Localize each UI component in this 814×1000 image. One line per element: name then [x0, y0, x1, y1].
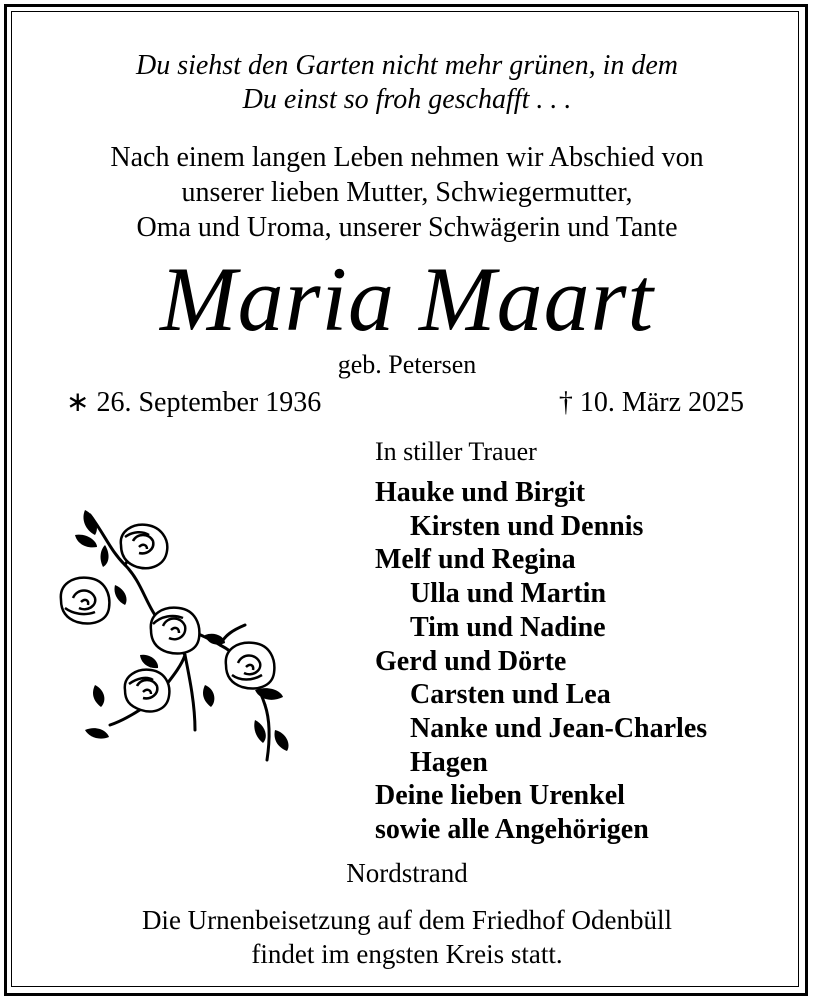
- mourner-name: Carsten und Lea: [410, 679, 611, 711]
- motto-line-2: Du einst so froh geschafft . . .: [242, 84, 572, 115]
- mourner-name: Tim und Nadine: [410, 611, 606, 643]
- mourner-name: sowie alle Angehörigen: [375, 814, 649, 846]
- motto-verse: [0, 49, 814, 117]
- deceased-name: Maria Maart: [160, 248, 654, 350]
- burial-notice: [0, 903, 814, 971]
- birth-date: ∗ 26. September 1936: [66, 387, 322, 418]
- intro-line-2: unserer lieben Mutter, Schwiegermutter,: [181, 177, 633, 208]
- death-date: † 10. März 2025: [558, 387, 744, 418]
- burial-notice-line-2: findet im engsten Kreis statt.: [251, 939, 563, 969]
- intro-line-3: Oma und Uroma, unserer Schwägerin und Tante: [136, 212, 678, 243]
- mourner-name: Kirsten und Dennis: [410, 510, 644, 542]
- intro-text: [0, 140, 814, 245]
- motto-line-1: Du siehst den Garten nicht mehr grünen, in dem: [135, 50, 679, 81]
- mourner-name: Ulla und Martin: [410, 578, 607, 610]
- mourners-list: [375, 476, 707, 847]
- mourner-name: Nanke und Jean-Charles: [410, 712, 708, 744]
- mourner-name: Gerd und Dörte: [375, 645, 567, 677]
- burial-notice-line-1: Die Urnenbeisetzung auf dem Friedhof Odenbüll: [141, 905, 673, 935]
- intro-line-1: Nach einem langen Leben nehmen wir Abschied von: [110, 142, 704, 173]
- place-name: Nordstrand: [346, 858, 468, 888]
- mourner-name: Deine lieben Urenkel: [375, 780, 625, 812]
- mourner-name: Melf und Regina: [375, 544, 576, 576]
- roses-drawing: [55, 505, 300, 770]
- mourners-block: [375, 436, 707, 847]
- mourner-name: Hagen: [410, 746, 488, 778]
- birth-name: geb. Petersen: [337, 350, 477, 379]
- mourner-name: Hauke und Birgit: [375, 477, 586, 508]
- mourning-heading: In stiller Trauer: [375, 437, 537, 466]
